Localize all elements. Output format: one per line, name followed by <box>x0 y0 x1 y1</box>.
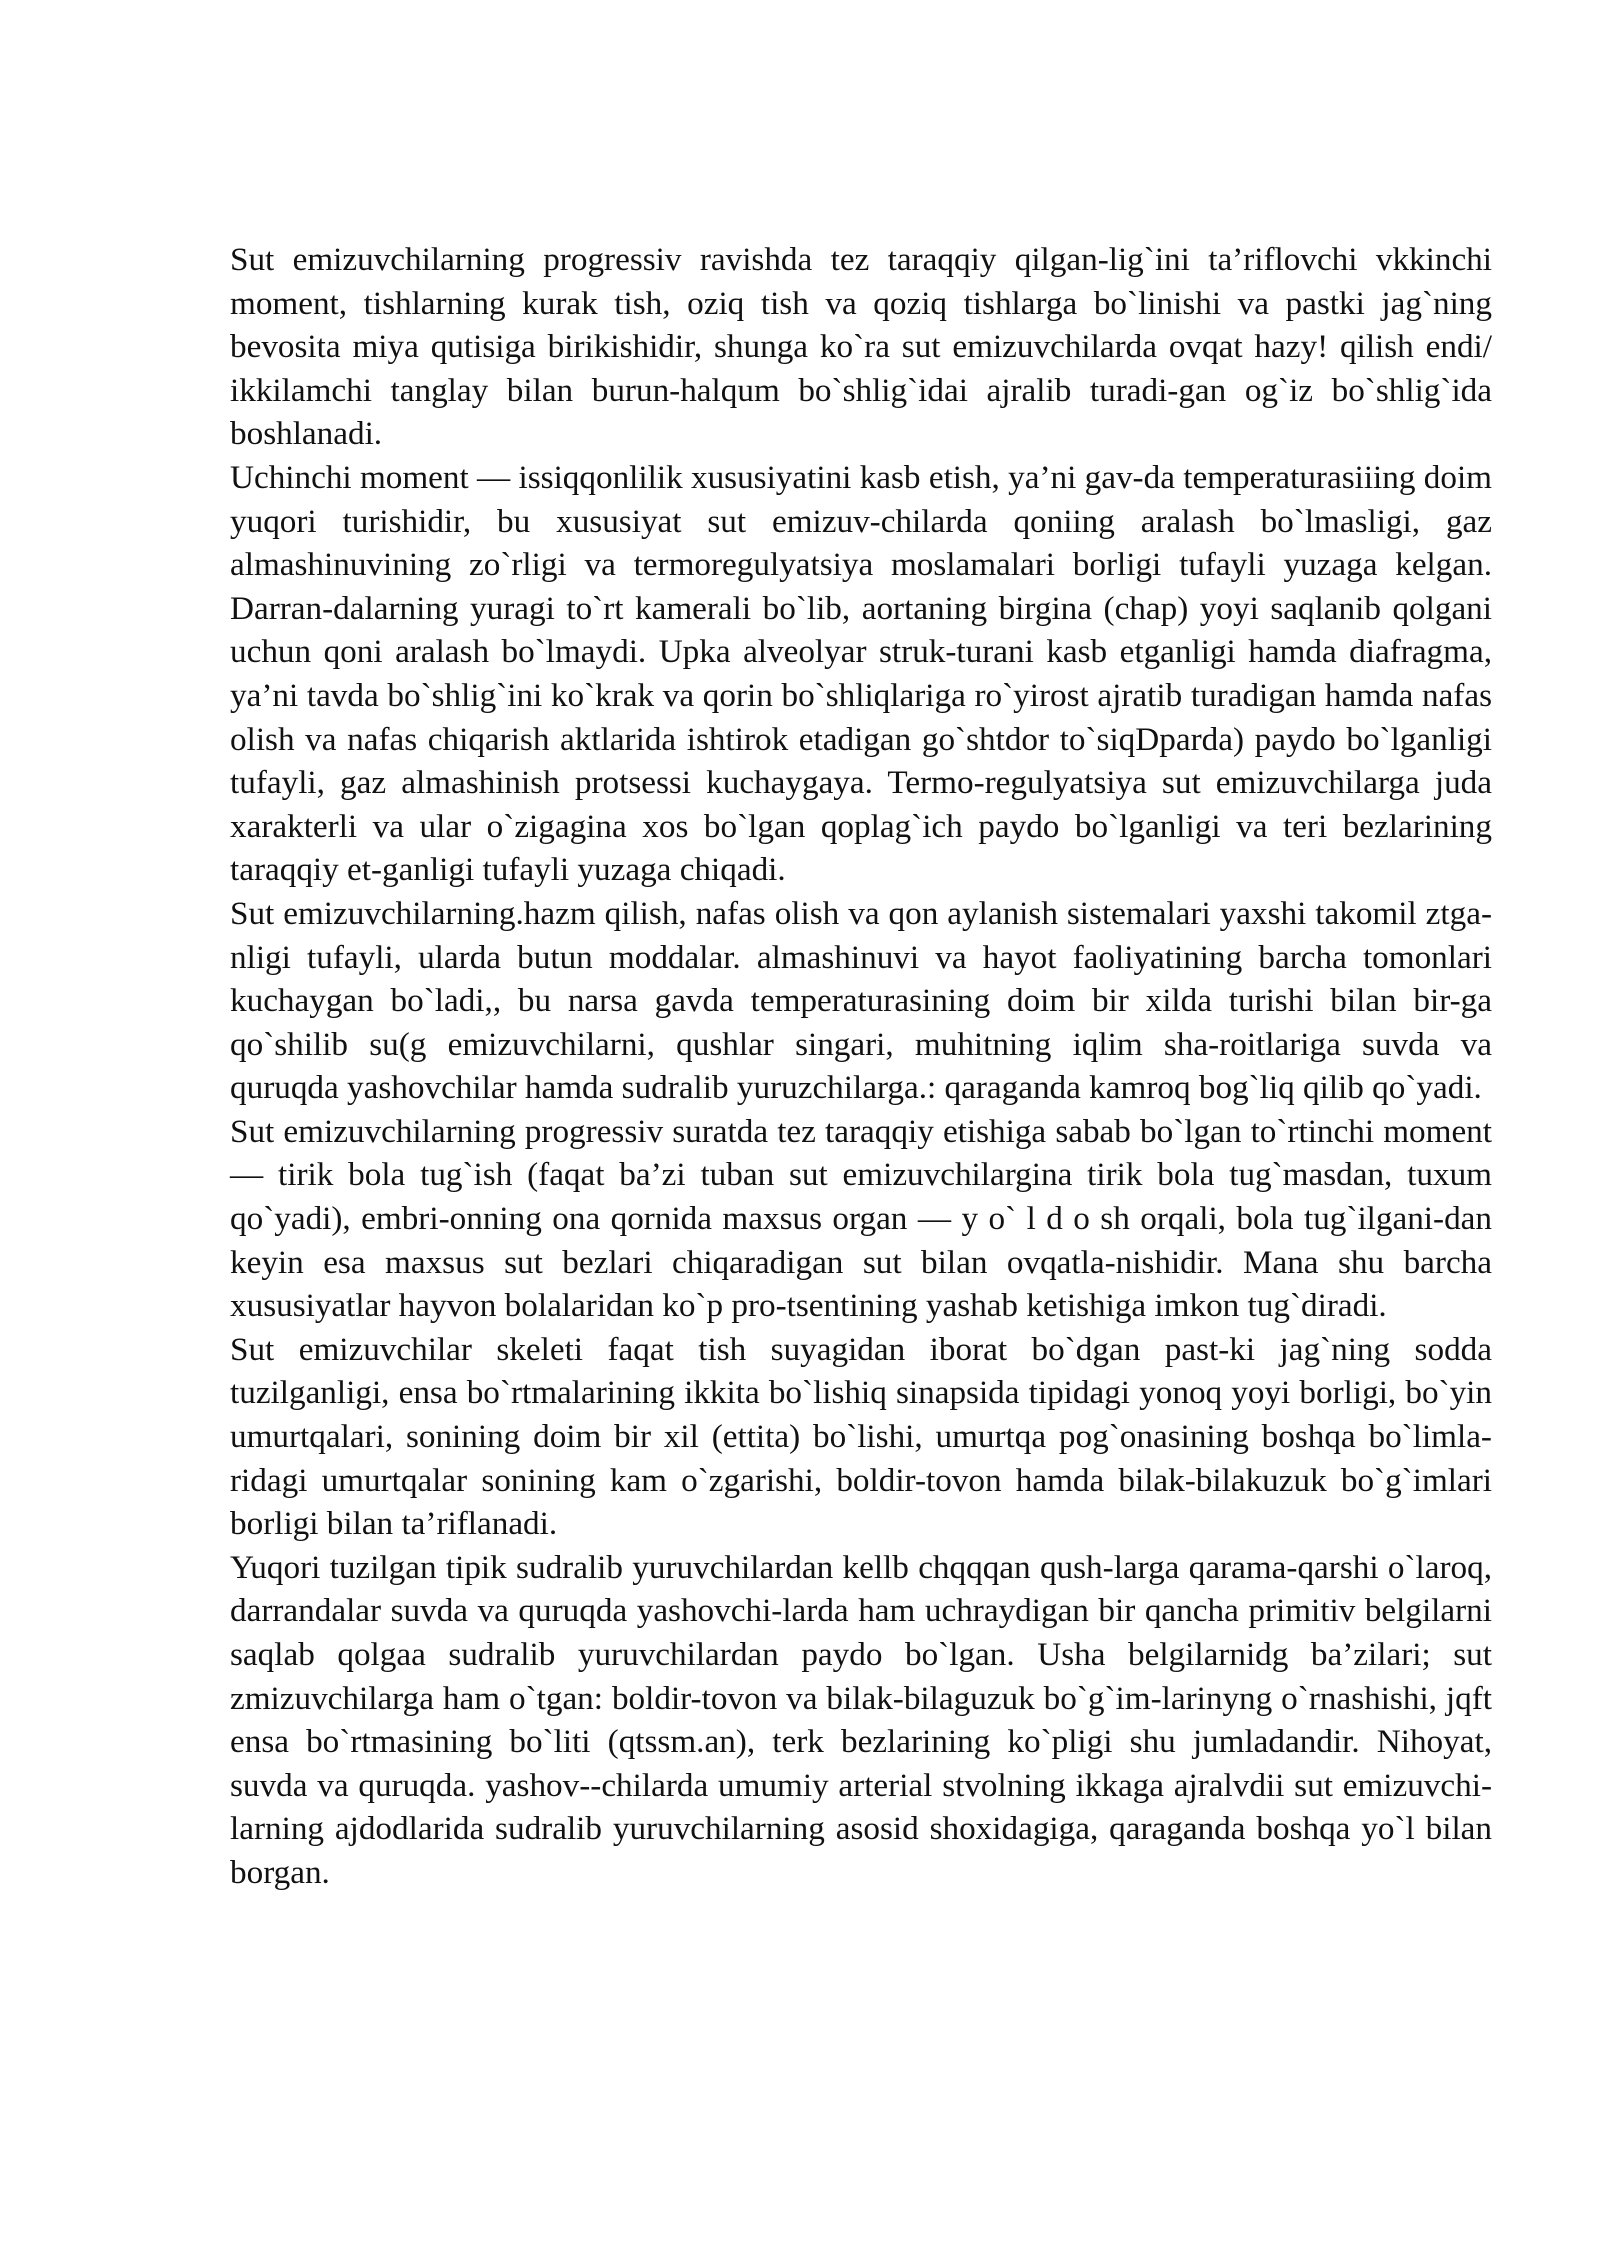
paragraph-second-moment: Sut emizuvchilarning progressiv ravishda tez taraqqiy qilgan-lig`ini ta’riflovchi vkkinchi moment, tishlarning kurak tish, oziq tish va qoziq tishlarga bo`linishi va pastki jag`ning bevosita miya qutisiga birikishidir, shunga ko`ra sut emizuvchilarda ovqat hazy! qilish endi/ ikkilamchi tanglay bilan burun-halqum bo`shlig`idai ajralib turadi-gan og`iz bo`shlig`ida boshlanadi. <box>230 241 1492 453</box>
paragraph-metabolism: Sut emizuvchilarning.hazm qilish, nafas olish va qon aylanish sistemalari yaxshi takomil ztga-nligi tufayli, ularda butun moddalar. almashinuvi va hayot faoliyatining barcha tomonlari kuchaygan bo`ladi,, bu narsa gavda temperaturasining doim bir xilda turishi bilan bir-ga qo`shilib su(g emizuvchilarni, qushlar singari, muhitning iqlim sha-roitlariga suvda va quruqda yashovchilar hamda sudralib yuruzchilarga.: qaraganda kamroq bog`liq qilib qo`yadi. <box>230 894 1492 1107</box>
paragraph-fourth-moment: Sut emizuvchilarning progressiv suratda tez taraqqiy etishiga sabab bo`lgan to`rtinchi moment — tirik bola tug`ish (faqat ba’zi tuban sut emizuvchilargina tirik bola tug`masdan, tuxum qo`yadi), embri-onning ona qornida maxsus organ — y o` l d o sh orqali, bola tug`ilgani-dan keyin esa maxsus sut bezlari chiqaradigan sut bilan ovqatla-nishidir. Mana shu barcha xususiyatlar hayvon bolalaridan ko`p pro-tsentining yashab ketishiga imkon tug`diradi. <box>230 1112 1492 1325</box>
paragraph-third-moment: Uchinchi moment — issiqqonlilik xususiyatini kasb etish, ya’ni gav-da temperaturasiiing doim yuqori turishidir, bu xususiyat sut emizuv-chilarda qoniing aralash bo`lmasligi, gaz almashinuvining zo`rligi va termoregulyatsiya moslamalari borligi tufayli yuzaga kelgan. Darran-dalarning yuragi to`rt kamerali bo`lib, aortaning birgina (chap) yoyi saqlanib qolgani uchun qoni aralash bo`lmaydi. Upka alveolyar struk-turani kasb etganligi hamda diafragma, ya’ni tavda bo`shlig`ini ko`krak va qorin bo`shliqlariga ro`yirost ajratib turadigan hamda nafas olish va nafas chiqarish aktlarida ishtirok etadigan go`shtdor to`siqDparda) paydo bo`lganligi tufayli, gaz almashinish protsessi kuchaygaya. Termo-regulyatsiya sut emizuvchilarga juda xarakterli va ular o`zigagina xos bo`lgan qoplag`ich paydo bo`lganligi va teri bezlarining taraqqiy et-ganligi tufayli yuzaga chiqadi. <box>230 458 1492 889</box>
document-page <box>230 238 1492 1895</box>
paragraph-primitive-features: Yuqori tuzilgan tipik sudralib yuruvchilardan kellb chqqqan qush-larga qarama-qarshi o`laroq, darrandalar suvda va quruqda yashovchi-larda ham uchraydigan bir qancha primitiv belgilarni saqlab qolgaa sudralib yuruvchilardan paydo bo`lgan. Usha belgilarnidg ba’zilari; sut zmizuvchilarga ham o`tgan: boldir-tovon va bilak-bilaguzuk bo`g`im-larinyng o`rnashishi, jqft ensa bo`rtmasining bo`liti (qtssm.an), terk bezlarining ko`pligi shu jumladandir. Nihoyat, suvda va quruqda. yashov--chilarda umumiy arterial stvolning ikkaga ajralvdii sut emizuvchi-larning ajdodlarida sudralib yuruvchilarning asosid shoxidagiga, qaraganda boshqa yo`l bilan borgan. <box>230 1548 1492 1891</box>
paragraph-skeleton: Sut emizuvchilar skeleti faqat tish suyagidan iborat bo`dgan past-ki jag`ning sodda tuzilganligi, ensa bo`rtmalarining ikkita bo`lishiq sinapsida tipidagi yonoq yoyi borligi, bo`yin umurtqalari, sonining doim bir xil (ettita) bo`lishi, umurtqa pog`onasining boshqa bo`limla-ridagi umurtqalar sonining kam o`zgarishi, boldir-tovon hamda bilak-bilakuzuk bo`g`imlari borligi bilan ta’riflanadi. <box>230 1330 1492 1543</box>
